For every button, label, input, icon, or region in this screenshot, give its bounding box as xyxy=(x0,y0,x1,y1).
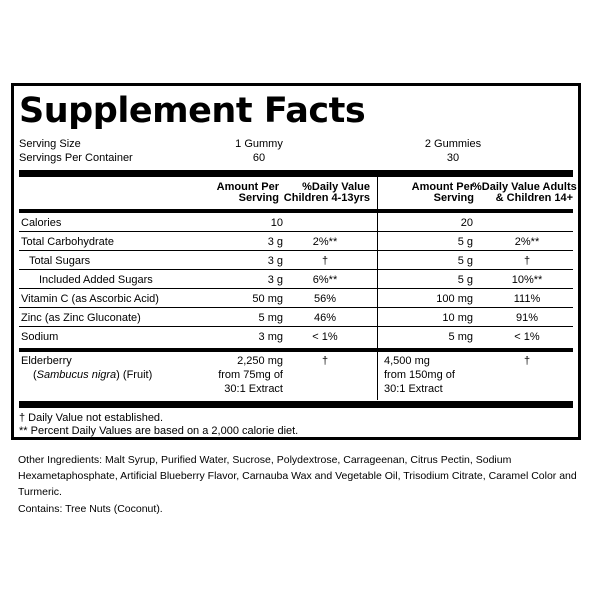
dv-child: 6%** xyxy=(312,274,338,286)
dv-adult: 91% xyxy=(515,312,539,324)
amount-adult: 5 g xyxy=(457,274,473,286)
amount-child: 3 g xyxy=(267,274,283,286)
dv-adult: 10%** xyxy=(511,274,543,286)
elderberry-latin-name: Sambucus nigra xyxy=(36,369,117,381)
elderberry-row xyxy=(19,354,573,400)
dv-adult: † xyxy=(523,255,531,267)
servings-per-container-child: 60 xyxy=(252,152,266,164)
table-row xyxy=(19,214,573,232)
elderberry-dv-child: † xyxy=(321,355,329,367)
header-dv-adult: %Daily Value Adults & Children 14+ xyxy=(472,181,577,204)
elderberry-dv-adult: † xyxy=(523,355,531,367)
serving-size-label: Serving Size xyxy=(19,138,81,150)
amount-adult: 20 xyxy=(460,217,473,229)
panel-title: Supplement Facts xyxy=(19,91,366,131)
divider-bar-bottom xyxy=(19,401,573,408)
supplement-facts-panel xyxy=(11,83,581,440)
elderberry-amount-adult-2: from 150mg of xyxy=(384,369,455,381)
amount-adult: 100 mg xyxy=(436,293,473,305)
nutrient-name: Vitamin C (as Ascorbic Acid) xyxy=(21,293,159,305)
table-row xyxy=(19,328,573,346)
contains-statement: Contains: Tree Nuts (Coconut). xyxy=(18,503,163,515)
dv-child: 56% xyxy=(313,293,337,305)
nutrient-name: Sodium xyxy=(21,331,59,343)
header-amount-child: Amount Per Serving xyxy=(216,181,279,204)
nutrient-name: Included Added Sugars xyxy=(39,274,153,286)
dv-child: 2%** xyxy=(312,236,338,248)
elderberry-amount-child-2: from 75mg of xyxy=(218,369,283,381)
nutrient-name: Calories xyxy=(21,217,62,229)
elderberry-amount-adult-3: 30:1 Extract xyxy=(384,383,443,395)
serving-size-child: 1 Gummy xyxy=(235,138,283,150)
table-row xyxy=(19,252,573,270)
amount-child: 50 mg xyxy=(252,293,283,305)
divider-bar-top xyxy=(19,170,573,177)
amount-child: 3 g xyxy=(267,255,283,267)
amount-child: 5 mg xyxy=(258,312,283,324)
elderberry-latin: (Sambucus nigra) (Fruit) xyxy=(33,369,153,381)
nutrient-name: Total Sugars xyxy=(29,255,91,267)
elderberry-amount-child-1: 2,250 mg xyxy=(237,355,283,367)
elderberry-amount-adult-1: 4,500 mg xyxy=(384,355,430,367)
amount-adult: 5 g xyxy=(457,255,473,267)
table-row xyxy=(19,290,573,308)
table-row xyxy=(19,233,573,251)
table-row xyxy=(19,309,573,327)
dv-child: 46% xyxy=(313,312,337,324)
amount-child: 3 g xyxy=(267,236,283,248)
elderberry-amount-child-3: 30:1 Extract xyxy=(224,383,283,395)
other-ingredients: Other Ingredients: Malt Syrup, Purified Water, Sucrose, Polydextrose, Carrageenan, Citrus Pectin, Sodium Hexametaphosphate, Artificial Blueberry Flavor, Carnauba Wax and Vegetable Oil, Trisodium Citrate, Caramel Color and Turmeric. xyxy=(18,454,577,498)
dv-child: < 1% xyxy=(312,331,338,343)
table-row xyxy=(19,271,573,289)
dv-child: † xyxy=(321,255,329,267)
dv-adult: < 1% xyxy=(514,331,540,343)
dv-adult: 111% xyxy=(513,293,541,305)
elderberry-name: Elderberry xyxy=(21,355,72,367)
servings-per-container-adult: 30 xyxy=(446,152,460,164)
amount-adult: 5 g xyxy=(457,236,473,248)
amount-adult: 5 mg xyxy=(448,331,473,343)
divider-bar-header xyxy=(19,209,573,213)
amount-child: 10 xyxy=(270,217,283,229)
nutrient-name: Total Carbohydrate xyxy=(21,236,114,248)
serving-size-adult: 2 Gummies xyxy=(424,138,482,150)
column-divider-header xyxy=(377,177,378,209)
servings-per-container-label: Servings Per Container xyxy=(19,152,133,164)
dv-adult: 2%** xyxy=(514,236,540,248)
nutrient-name: Zinc (as Zinc Gluconate) xyxy=(21,312,141,324)
amount-child: 3 mg xyxy=(258,331,283,343)
divider-bar-elderberry xyxy=(19,348,573,352)
amount-adult: 10 mg xyxy=(442,312,473,324)
footnote-percent: ** Percent Daily Values are based on a 2,000 calorie diet. xyxy=(19,425,299,437)
header-amount-adult: Amount Per Serving xyxy=(411,181,474,204)
elderberry-part: (Fruit) xyxy=(122,369,153,381)
footnote-dagger: † Daily Value not established. xyxy=(19,412,164,424)
header-dv-child: %Daily Value Children 4-13yrs xyxy=(283,181,370,204)
